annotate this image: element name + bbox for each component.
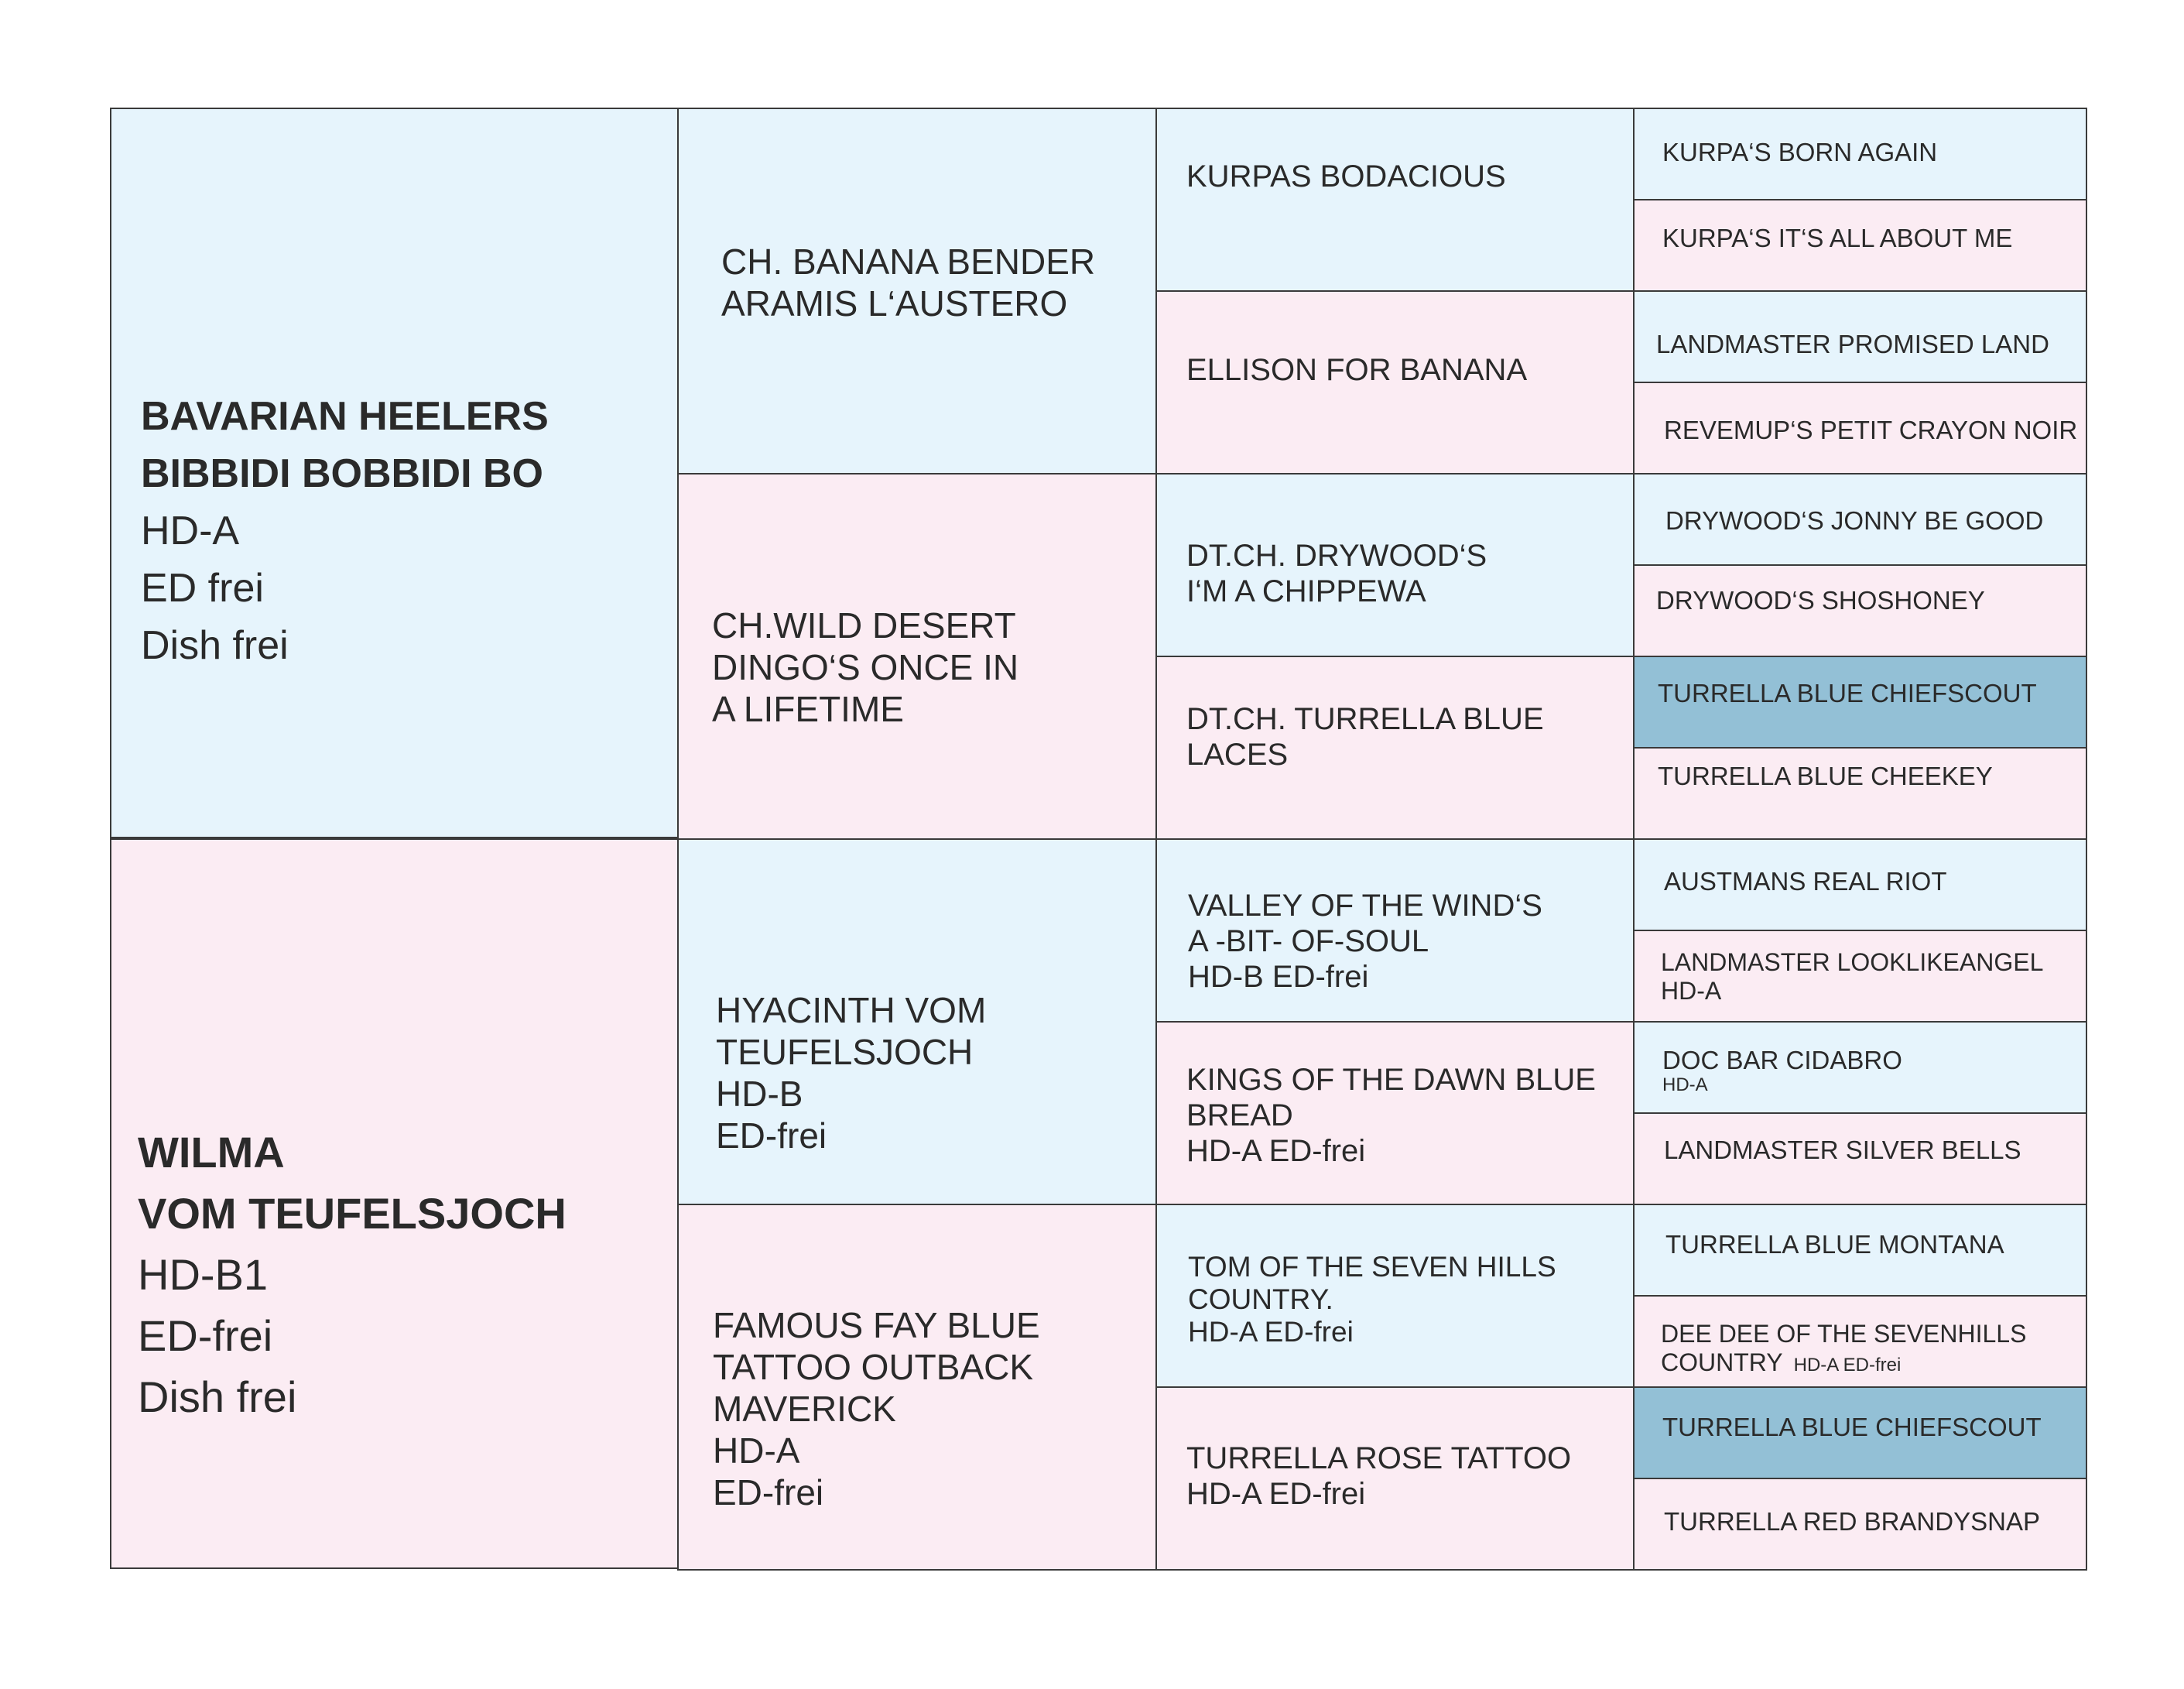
- pedigree-line: TOM OF THE SEVEN HILLS: [1188, 1251, 1556, 1283]
- pedigree-health: HD-A: [1662, 1074, 1708, 1095]
- pedigree-line: ED-frei: [713, 1472, 824, 1513]
- pedigree-line: A LIFETIME: [712, 689, 904, 729]
- pedigree-line: TURRELLA RED BRANDYSNAP: [1664, 1507, 2040, 1536]
- gen3-cell-1: [1155, 108, 1635, 292]
- gen3-cell-3: [1155, 473, 1635, 657]
- gen4-cell-15-highlighted: [1633, 1386, 2087, 1479]
- pedigree-line: LACES: [1186, 738, 1289, 772]
- pedigree-health: HD-A: [1661, 977, 1722, 1005]
- granddam-maternal-cell: [677, 1204, 1157, 1571]
- gen4-cell-8: [1633, 747, 2087, 840]
- gen4-cell-6: [1633, 564, 2087, 657]
- pedigree-line: HD-B: [716, 1074, 803, 1114]
- gen4-cell-10: [1633, 930, 2087, 1023]
- dam-dish: Dish frei: [138, 1372, 297, 1421]
- pedigree-line: HD-A ED-frei: [1188, 1316, 1354, 1348]
- gen3-cell-4: [1155, 656, 1635, 840]
- pedigree-line: I‘M A CHIPPEWA: [1186, 574, 1426, 608]
- sire-ed: ED frei: [141, 566, 264, 611]
- gen4-cell-16: [1633, 1478, 2087, 1571]
- pedigree-line: LANDMASTER PROMISED LAND: [1656, 330, 2049, 358]
- gen4-cell-2: [1633, 199, 2087, 292]
- pedigree-line: MAVERICK: [713, 1389, 896, 1429]
- sire-cell: [110, 108, 679, 840]
- pedigree-line: DRYWOOD‘S SHOSHONEY: [1656, 586, 1985, 615]
- pedigree-line: COUNTRY.: [1188, 1283, 1333, 1315]
- pedigree-line: BREAD: [1186, 1098, 1293, 1132]
- pedigree-line: DT.CH. DRYWOOD‘S: [1186, 539, 1487, 573]
- pedigree-line: DEE DEE OF THE SEVENHILLS: [1661, 1320, 2027, 1348]
- pedigree-line: TURRELLA ROSE TATTOO: [1186, 1441, 1572, 1475]
- gen4-cell-7-highlighted: [1633, 656, 2087, 749]
- pedigree-line: HD-A ED-frei: [1186, 1134, 1366, 1168]
- gen4-cell-11: [1633, 1021, 2087, 1114]
- pedigree-line: KURPA‘S IT‘S ALL ABOUT ME: [1662, 224, 2013, 252]
- pedigree-health: HD-A ED-frei: [1793, 1355, 1902, 1376]
- pedigree-line-2-text: COUNTRY: [1661, 1348, 1783, 1376]
- dam-ed: ED-frei: [138, 1311, 273, 1360]
- granddam-paternal-cell: [677, 473, 1157, 840]
- pedigree-line: HD-A: [713, 1430, 800, 1471]
- pedigree-line: ELLISON FOR BANANA: [1186, 353, 1528, 387]
- sire-name-line1: BAVARIAN HEELERS: [141, 394, 549, 439]
- dam-name-line1: WILMA: [138, 1128, 285, 1177]
- pedigree-line: CH.WILD DESERT: [712, 605, 1016, 646]
- pedigree-line: KURPAS BODACIOUS: [1186, 159, 1506, 194]
- sire-hd: HD-A: [141, 509, 240, 553]
- gen3-cell-5: [1155, 838, 1635, 1023]
- pedigree-line: TURRELLA BLUE MONTANA: [1665, 1230, 2004, 1259]
- pedigree-line: ED-frei: [716, 1115, 827, 1156]
- pedigree-line: HD-A ED-frei: [1186, 1477, 1366, 1511]
- pedigree-line: LANDMASTER SILVER BELLS: [1664, 1136, 2021, 1164]
- pedigree-line: LANDMASTER LOOKLIKEANGEL: [1661, 948, 2044, 976]
- gen3-cell-8: [1155, 1386, 1635, 1571]
- pedigree-line: A -BIT- OF-SOUL: [1188, 924, 1429, 958]
- gen4-cell-3: [1633, 290, 2087, 383]
- pedigree-line: DINGO‘S ONCE IN: [712, 647, 1019, 687]
- gen4-cell-12: [1633, 1112, 2087, 1205]
- pedigree-line: TURRELLA BLUE CHIEFSCOUT: [1658, 679, 2037, 707]
- pedigree-line: TEUFELSJOCH: [716, 1032, 974, 1072]
- dam-name-line2: VOM TEUFELSJOCH: [138, 1189, 567, 1238]
- pedigree-line: CH. BANANA BENDER: [721, 242, 1096, 282]
- pedigree-line: TURRELLA BLUE CHIEFSCOUT: [1662, 1413, 2042, 1441]
- gen3-cell-6: [1155, 1021, 1635, 1205]
- pedigree-line: KINGS OF THE DAWN BLUE: [1186, 1063, 1596, 1097]
- gen3-cell-7: [1155, 1204, 1635, 1388]
- sire-dish: Dish frei: [141, 623, 289, 668]
- pedigree-line: TATTOO OUTBACK: [713, 1347, 1034, 1387]
- grandsire-paternal-cell: [677, 108, 1157, 474]
- pedigree-line: AUSTMANS REAL RIOT: [1664, 867, 1947, 896]
- pedigree-line: ARAMIS L‘AUSTERO: [721, 283, 1068, 324]
- dam-hd: HD-B1: [138, 1250, 269, 1299]
- grandsire-maternal-cell: [677, 838, 1157, 1205]
- pedigree-line: DT.CH. TURRELLA BLUE: [1186, 702, 1544, 736]
- pedigree-line: TURRELLA BLUE CHEEKEY: [1658, 762, 1993, 790]
- sire-name-line2: BIBBIDI BOBBIDI BO: [141, 451, 543, 496]
- pedigree-line: VALLEY OF THE WIND‘S: [1188, 889, 1542, 923]
- pedigree-line-2: [1661, 1348, 2026, 1379]
- pedigree-line: DRYWOOD‘S JONNY BE GOOD: [1665, 506, 2044, 535]
- pedigree-line: FAMOUS FAY BLUE: [713, 1305, 1040, 1345]
- gen4-cell-1: [1633, 108, 2087, 200]
- gen4-cell-5: [1633, 473, 2087, 566]
- pedigree-line: HD-B ED-frei: [1188, 960, 1369, 994]
- pedigree-line: REVEMUP‘S PETIT CRAYON NOIR: [1664, 416, 2078, 444]
- pedigree-line: DOC BAR CIDABRO: [1662, 1046, 1902, 1074]
- gen4-cell-9: [1633, 838, 2087, 931]
- gen4-cell-4: [1633, 382, 2087, 474]
- gen4-cell-13: [1633, 1204, 2087, 1297]
- pedigree-line: KURPA‘S BORN AGAIN: [1662, 138, 1938, 166]
- dam-cell: [110, 837, 679, 1569]
- pedigree-line: HYACINTH VOM: [716, 990, 987, 1030]
- gen4-cell-14: [1633, 1295, 2087, 1388]
- gen3-cell-2: [1155, 290, 1635, 474]
